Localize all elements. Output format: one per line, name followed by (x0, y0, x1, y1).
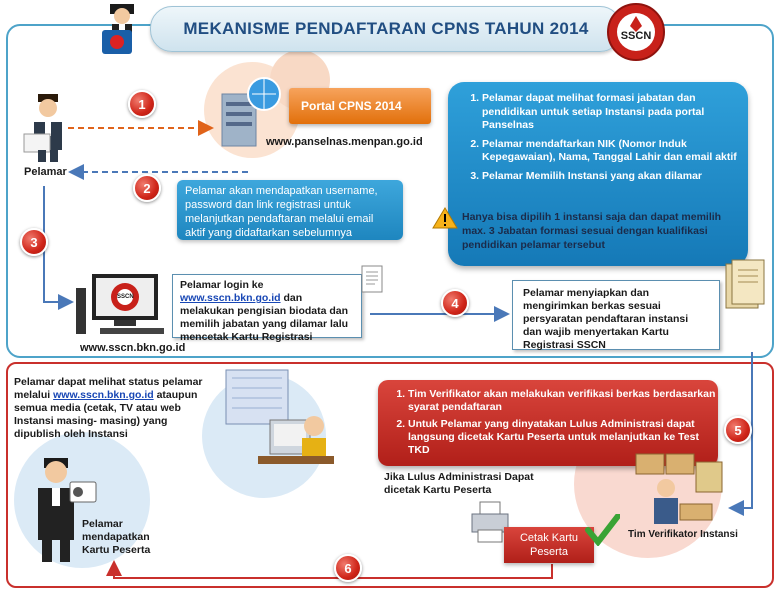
office-worker-icon (218, 368, 338, 468)
kartu-label: Pelamar mendapatkan Kartu Peserta (82, 518, 151, 556)
portal-label: Portal CPNS 2014 (289, 88, 431, 124)
tim-verifikator-label: Tim Verifikator Instansi (628, 529, 738, 540)
verification-item: 2. Untuk Pelamar yang dinyatakan Lulus Administrasi dapat langsung dicetak Kartu Peserta untuk melanjutkan ke Test TKD (408, 418, 718, 457)
requirement-item: 1. Pelamar dapat melihat formasi jabatan dan pendidikan untuk setiap Instansi pada portal Panselnas (482, 92, 742, 133)
pelamar-label: Pelamar (24, 166, 67, 178)
sscn-screen-logo: SSCN (117, 294, 134, 300)
checkmark-icon (584, 514, 620, 546)
login-prefix: Pelamar login ke (180, 279, 264, 291)
applicant-icon (20, 92, 76, 164)
step-badge-2: 2 (133, 174, 161, 202)
arrow-step3 (44, 186, 72, 302)
login-instruction-box (172, 274, 362, 343)
requirement-item: 3. Pelamar Memilih Instansi yang akan dilamar (482, 170, 742, 184)
presenter-icon (92, 2, 152, 62)
verifier-team-icon (632, 452, 728, 528)
status-prefix: Pelamar dapat melihat status pelamar melalui (14, 376, 203, 401)
step-badge-4: 4 (441, 289, 469, 317)
status-link[interactable]: www.sscn.bkn.go.id (53, 389, 154, 401)
sscn-site-label: www.sscn.bkn.go.id (80, 342, 186, 354)
login-suffix: dan melakukan pengisian biodata dan memilih jabatan yang dilamar lalu mencetak Kartu Registrasi (180, 292, 349, 343)
step-badge-1: 1 (128, 90, 156, 118)
berkas-box: Pelamar menyiapkan dan mengirimkan berkas sesuai persyaratan pendaftaran instansi dan wajib menyertakan Kartu Registrasi SSCN (512, 280, 720, 350)
lulus-text: Jika Lulus Administrasi Dapat dicetak Kartu Peserta (384, 471, 534, 496)
sscn-computer-icon (74, 270, 170, 340)
warning-text: Hanya bisa dipilih 1 instansi saja dan dapat memilih max. 3 Jabatan formasi sesuai dengan kualifikasi pendidikan pelamar tersebut (462, 211, 722, 251)
status-suffix: ataupun semua media (cetak, TV atau web Instansi masing- masing) yang dipublish oleh Instansi (14, 389, 198, 440)
requirement-item: 2. Pelamar mendaftarkan NIK (Nomor Induk Kepegawaian), Nama, Tanggal Lahir dan email aktif (482, 138, 742, 165)
page-title: MEKANISME PENDAFTARAN CPNS TAHUN 2014 (183, 19, 589, 38)
status-info-text (14, 376, 210, 441)
step-badge-3: 3 (20, 228, 48, 256)
title-banner (150, 6, 622, 52)
step-badge-6: 6 (334, 554, 362, 582)
cetak-kartu-label: Cetak Kartu Peserta (504, 527, 594, 563)
document-icon (358, 264, 384, 294)
files-icon (720, 258, 770, 314)
portal-url: www.panselnas.menpan.go.id (266, 136, 423, 148)
step-badge-5: 5 (724, 416, 752, 444)
verification-item: 1. Tim Verifikator akan melakukan verifikasi berkas berdasarkan syarat pendaftaran (408, 388, 718, 414)
sscn-link[interactable]: www.sscn.bkn.go.id (180, 292, 281, 304)
warning-icon (432, 206, 458, 230)
logo-text: SSCN (620, 30, 652, 42)
username-info-box: Pelamar akan mendapatkan username, password dan link registrasi untuk melanjutkan pendaftaran melalui email aktif yang didaftarkan sebelumnya (177, 180, 403, 240)
arrow-step6 (114, 562, 552, 578)
